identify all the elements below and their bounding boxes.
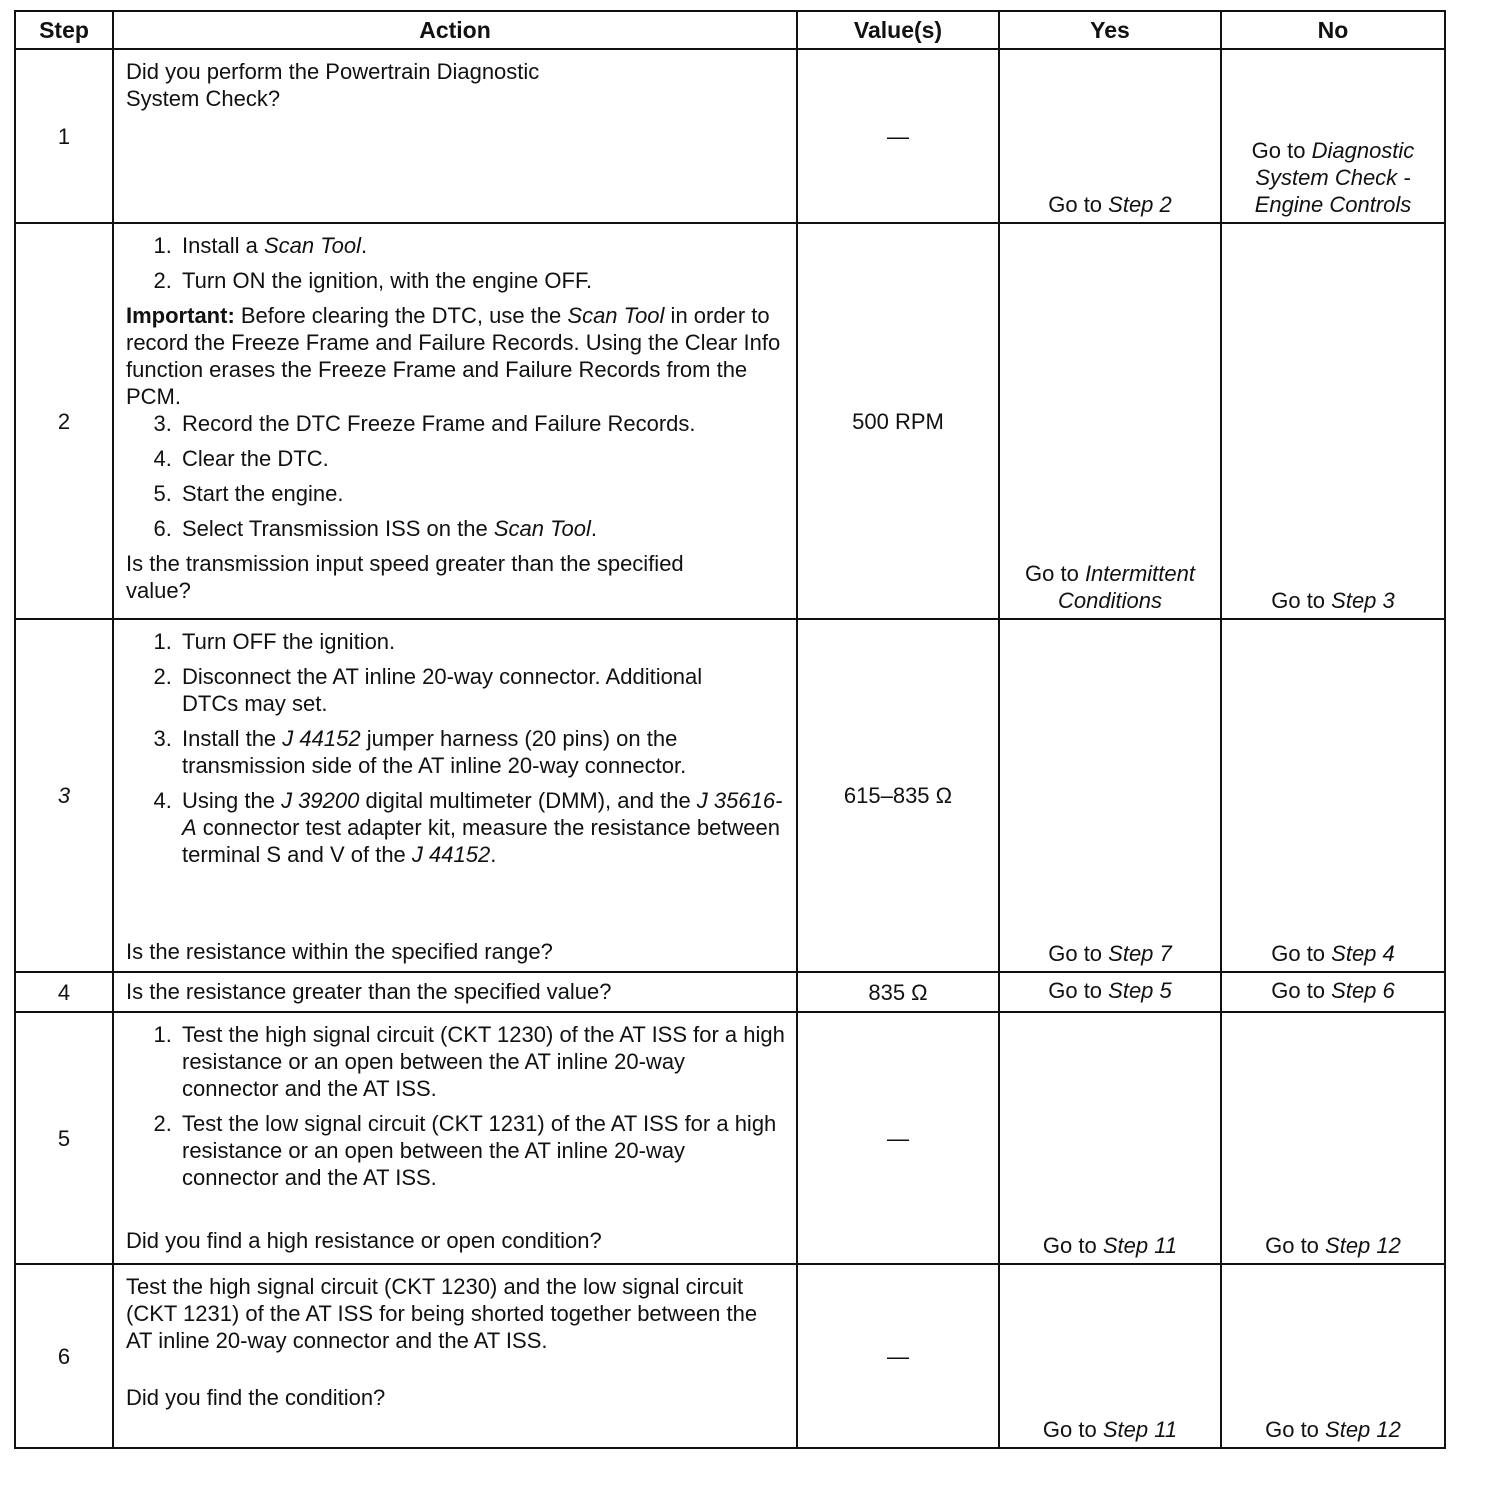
action-list (126, 628, 786, 868)
list-item (178, 410, 786, 437)
action-cell (113, 619, 797, 972)
value-cell: — (797, 1264, 999, 1448)
question-text: Is the resistance greater than the specified value? (126, 979, 612, 1004)
item-text: Install a (182, 233, 264, 258)
no-cell (1221, 972, 1445, 1012)
diagnostic-table-wrapper (14, 10, 1444, 1449)
item-text: Turn ON the ignition, with the engine OFF. (182, 268, 593, 293)
list-item: 1. Test the high signal circuit (CKT 1230) of the AT ISS for a high resistance or an open between the AT inline 20-way connector and the AT ISS. (178, 1021, 786, 1102)
step-number: 3 (15, 619, 113, 972)
list-item (178, 725, 786, 779)
go-to-text: Go to (1251, 138, 1312, 163)
yes-cell (999, 1012, 1221, 1264)
header-step: Step (15, 11, 113, 49)
list-item: 2. Test the low signal circuit (CKT 1231) of the AT ISS for a high resistance or an open between the AT inline 20-way connector and the AT ISS. (178, 1110, 786, 1191)
step-number: 2 (15, 223, 113, 619)
no-link[interactable]: Step 6 (1331, 977, 1395, 1003)
tool-name: J 44152 (411, 842, 491, 867)
item-text: Turn OFF the ignition. (182, 629, 396, 654)
go-to-text: Go to (1271, 977, 1332, 1003)
item-text: jumper harness (20 pins) on the transmission side of the AT inline 20-way connector. (182, 726, 687, 778)
header-yes: Yes (999, 11, 1221, 49)
step-number: 1 (15, 49, 113, 223)
item-tail: . (360, 233, 368, 258)
header-values: Value(s) (797, 11, 999, 49)
yes-cell (999, 619, 1221, 972)
question-text: Did you find a high resistance or open condition? (126, 1228, 602, 1253)
list-item (178, 445, 786, 472)
value-cell: — (797, 49, 999, 223)
yes-link[interactable]: Intermittent Conditions (1058, 561, 1195, 613)
action-text: Test the high signal circuit (CKT 1230) and the low signal circuit (CKT 1231) of the AT ISS for being shorted together between the AT inline 20-way connector and the AT ISS. (126, 1274, 758, 1353)
action-list (126, 232, 786, 294)
no-link[interactable]: Step 12 (1325, 1233, 1401, 1258)
step-number: 6 (15, 1264, 113, 1448)
step-number: 5 (15, 1012, 113, 1264)
list-item (178, 267, 786, 294)
important-label: Important: (126, 303, 235, 328)
action-cell (113, 223, 797, 619)
question-text: Is the transmission input speed greater than the specified value? (126, 551, 684, 603)
no-cell (1221, 49, 1445, 223)
yes-cell (999, 223, 1221, 619)
action-cell (113, 49, 797, 223)
item-tail: . (490, 842, 497, 867)
question-text: Is the resistance within the specified range? (126, 939, 553, 964)
item-text: Disconnect the AT inline 20-way connector. Additional DTCs may set. (182, 664, 703, 716)
tool-name: J 35616-A (182, 788, 783, 840)
item-text: Install the (182, 726, 283, 751)
no-cell (1221, 1264, 1445, 1448)
item-text: digital multimeter (DMM), and the (359, 788, 697, 813)
yes-link[interactable]: Step 11 (1102, 1233, 1178, 1258)
list-item (178, 480, 786, 507)
no-cell (1221, 619, 1445, 972)
list-item (178, 663, 786, 717)
action-list (126, 1021, 786, 1191)
table-row (15, 223, 1445, 619)
list-item (178, 232, 786, 259)
list-item (178, 628, 786, 655)
action-list (126, 410, 786, 542)
table-row (15, 972, 1445, 1012)
no-link[interactable]: Step 4 (1331, 941, 1395, 966)
action-text: Did you perform the Powertrain Diagnostic System Check? (126, 59, 540, 111)
list-item (178, 515, 786, 542)
no-cell (1221, 1012, 1445, 1264)
item-text: Using the (182, 788, 282, 813)
table-row (15, 619, 1445, 972)
go-to-text: Go to (1042, 1233, 1103, 1258)
tool-name: Scan Tool (493, 516, 591, 541)
item-text: Start the engine. (182, 481, 344, 506)
important-note (126, 302, 786, 410)
yes-link[interactable]: Step 11 (1102, 1417, 1178, 1442)
action-cell (113, 1264, 797, 1448)
header-row (15, 11, 1445, 49)
go-to-text: Go to (1271, 588, 1332, 613)
tool-name: J 44152 (282, 726, 361, 751)
value-cell: 500 RPM (797, 223, 999, 619)
tool-name: J 39200 (281, 788, 360, 813)
yes-link[interactable]: Step 7 (1108, 941, 1172, 966)
value-cell: 835 Ω (797, 972, 999, 1012)
item-text: Record the DTC Freeze Frame and Failure Records. (182, 411, 696, 436)
step-number: 4 (15, 972, 113, 1012)
yes-link[interactable]: Step 5 (1108, 977, 1172, 1003)
value-cell: 615–835 Ω (797, 619, 999, 972)
note-text: Before clearing the DTC, use the (234, 303, 568, 328)
header-no: No (1221, 11, 1445, 49)
table-row (15, 1012, 1445, 1264)
go-to-text: Go to (1025, 561, 1085, 586)
go-to-text: Go to (1048, 977, 1109, 1003)
yes-link[interactable]: Step 2 (1108, 192, 1172, 217)
go-to-text: Go to (1048, 941, 1109, 966)
go-to-text: Go to (1042, 1417, 1103, 1442)
item-text: Select Transmission ISS on the (182, 516, 494, 541)
table-row (15, 49, 1445, 223)
no-link[interactable]: Step 12 (1325, 1417, 1401, 1442)
value-cell: — (797, 1012, 999, 1264)
header-action: Action (113, 11, 797, 49)
no-link[interactable]: Step 3 (1331, 588, 1395, 613)
action-cell (113, 972, 797, 1012)
item-tail: . (590, 516, 597, 541)
note-text: in order to record the Freeze Frame and Failure Records. Using the Clear Info function erases the Freeze Frame and Failure Records from the PCM. (126, 303, 781, 409)
go-to-text: Go to (1265, 1233, 1326, 1258)
item-text: Clear the DTC. (182, 446, 329, 471)
tool-name: Scan Tool (567, 303, 665, 328)
go-to-text: Go to (1271, 941, 1332, 966)
action-cell (113, 1012, 797, 1264)
diagnostic-table (14, 10, 1446, 1449)
tool-name: Scan Tool (263, 233, 361, 258)
no-cell (1221, 223, 1445, 619)
yes-cell (999, 49, 1221, 223)
item-text: connector test adapter kit, measure the resistance between terminal S and V of the (182, 815, 781, 867)
list-item (178, 787, 786, 868)
no-link[interactable]: Diagnostic System Check - Engine Controls (1254, 138, 1415, 217)
table-row (15, 1264, 1445, 1448)
yes-cell (999, 972, 1221, 1012)
question-text: Did you find the condition? (126, 1385, 386, 1410)
go-to-text: Go to (1048, 192, 1109, 217)
go-to-text: Go to (1265, 1417, 1326, 1442)
yes-cell (999, 1264, 1221, 1448)
